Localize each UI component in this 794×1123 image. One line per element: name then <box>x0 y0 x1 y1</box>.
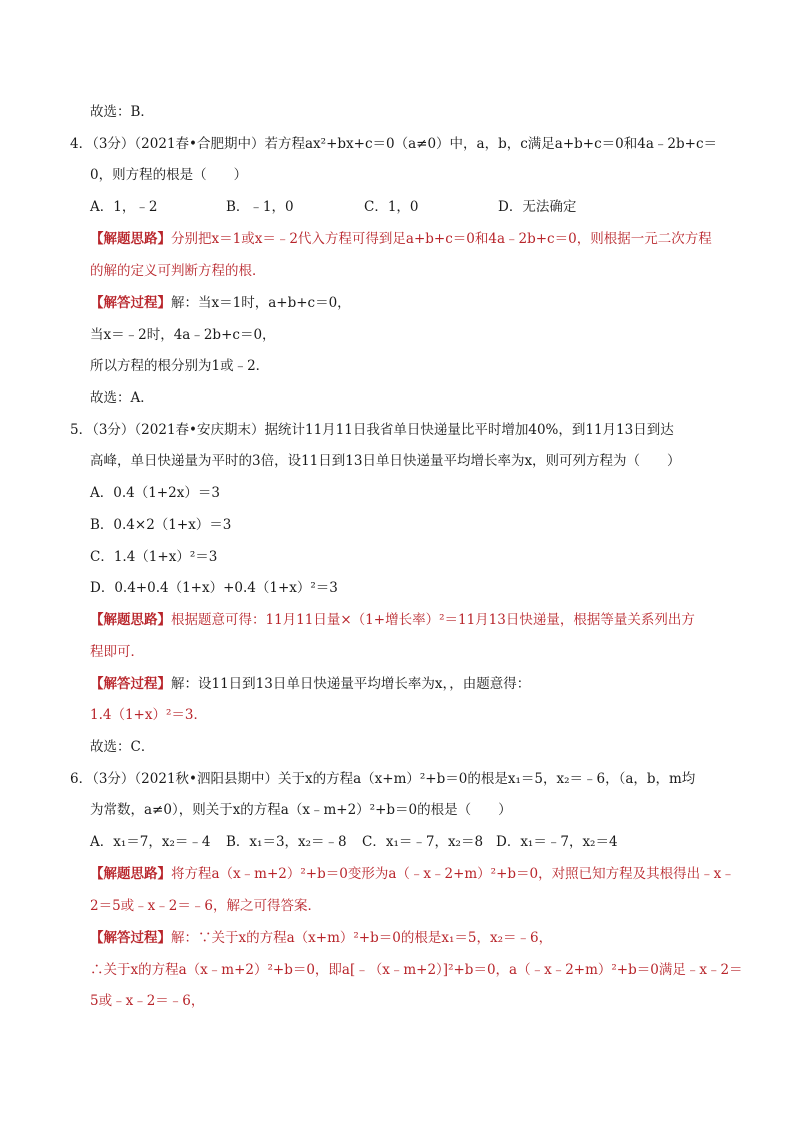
q6-think-line2: 2＝5或﹣x﹣2＝﹣6，解之可得答案． <box>90 898 321 914</box>
previous-answer: 故选：B． <box>90 104 154 120</box>
q5-think-line2: 程即可． <box>90 644 144 660</box>
think-text: 根据题意可得：11月11日量×（1+增长率）²＝11月13日快递量，根据等量关系列出方 <box>171 612 695 628</box>
q6-think <box>90 864 735 884</box>
q5-process-line2: 1.4（1+x）²＝3． <box>90 707 207 723</box>
q4-think-line2: 的解的定义可判断方程的根． <box>90 263 266 279</box>
process-tag: 【解答过程】 <box>90 676 171 692</box>
think-tag: 【解题思路】 <box>90 866 171 882</box>
q4-option-c: C．1，0 <box>364 199 419 215</box>
q4-answer: 故选：A． <box>90 390 154 406</box>
q6-option-d: D．x₁＝﹣7，x₂＝4 <box>496 834 618 850</box>
process-tag: 【解答过程】 <box>90 295 171 311</box>
q5-process <box>90 674 530 694</box>
think-text: 将方程a（x﹣m+2）²+b＝0变形为a（﹣x﹣2+m）²+b＝0，对照已知方程及其根得出﹣x﹣ <box>171 866 735 882</box>
process-text: 解：∵关于x的方程a（x+m）²+b＝0的根是x₁＝5，x₂＝﹣6， <box>171 930 553 946</box>
q6-stem-line1: 6．（3分）（2021秋•泗阳县期中）关于x的方程a（x+m）²+b＝0的根是x₁＝5，x₂＝﹣6，（a，b，m均 <box>70 771 696 787</box>
q5-option-c: C．1.4（1+x）²＝3 <box>90 549 218 565</box>
q6-option-c: C．x₁＝﹣7，x₂＝8 <box>362 834 484 850</box>
think-text: 分别把x＝1或x＝﹣2代入方程可得到足a+b+c＝0和4a﹣2b+c＝0，则根据一元二次方程 <box>171 231 712 247</box>
q5-stem-line2: 高峰，单日快递量为平时的3倍，设11日到13日单日快递量平均增长率为x，则可列方程为（ ） <box>90 453 681 469</box>
q5-stem-line1: 5．（3分）（2021春•安庆期末）据统计11月11日我省单日快递量比平时增加40%，到11月13日到达 <box>70 422 674 438</box>
process-tag: 【解答过程】 <box>90 930 171 946</box>
q4-process-line2: 当x＝﹣2时，4a﹣2b+c＝0， <box>90 327 276 343</box>
q4-process <box>90 293 351 313</box>
q5-answer: 故选：C． <box>90 739 155 755</box>
q6-process-line2: ∴关于x的方程a（x﹣m+2）²+b＝0，即a[﹣（x﹣m+2）]²+b＝0，a（﹣x﹣2+m）²+b＝0满足﹣x﹣2＝ <box>90 962 743 978</box>
q4-option-b: B．﹣1，0 <box>226 199 294 215</box>
process-text: 解：设11日到13日单日快递量平均增长率为x，，由题意得： <box>171 676 531 692</box>
q4-stem-line1: 4．（3分）（2021春•合肥期中）若方程ax²+bx+c＝0（a≠0）中，a，b，c满足a+b+c＝0和4a﹣2b+c＝ <box>70 136 718 152</box>
q4-think <box>90 229 712 249</box>
q6-process <box>90 928 552 948</box>
q6-option-a: A．x₁＝7，x₂＝﹣4 <box>90 834 211 850</box>
q4-process-line3: 所以方程的根分别为1或﹣2． <box>90 358 270 374</box>
q6-option-b: B．x₁＝3，x₂＝﹣8 <box>226 834 347 850</box>
q5-think <box>90 610 695 630</box>
q6-process-line3: 5或﹣x﹣2＝﹣6， <box>90 993 205 1009</box>
q5-option-d: D．0.4+0.4（1+x）+0.4（1+x）²＝3 <box>90 580 338 596</box>
q5-option-a: A．0.4（1+2x）＝3 <box>90 485 220 501</box>
process-text: 解：当x＝1时，a+b+c＝0， <box>171 295 351 311</box>
think-tag: 【解题思路】 <box>90 231 171 247</box>
q4-option-a: A．1，﹣2 <box>90 199 158 215</box>
q5-option-b: B．0.4×2（1+x）＝3 <box>90 517 232 533</box>
think-tag: 【解题思路】 <box>90 612 171 628</box>
q4-stem-line2: 0，则方程的根是（ ） <box>90 167 248 183</box>
q6-stem-line2: 为常数，a≠0），则关于x的方程a（x﹣m+2）²+b＝0的根是（ ） <box>90 802 512 818</box>
q4-option-d: D．无法确定 <box>498 199 577 215</box>
